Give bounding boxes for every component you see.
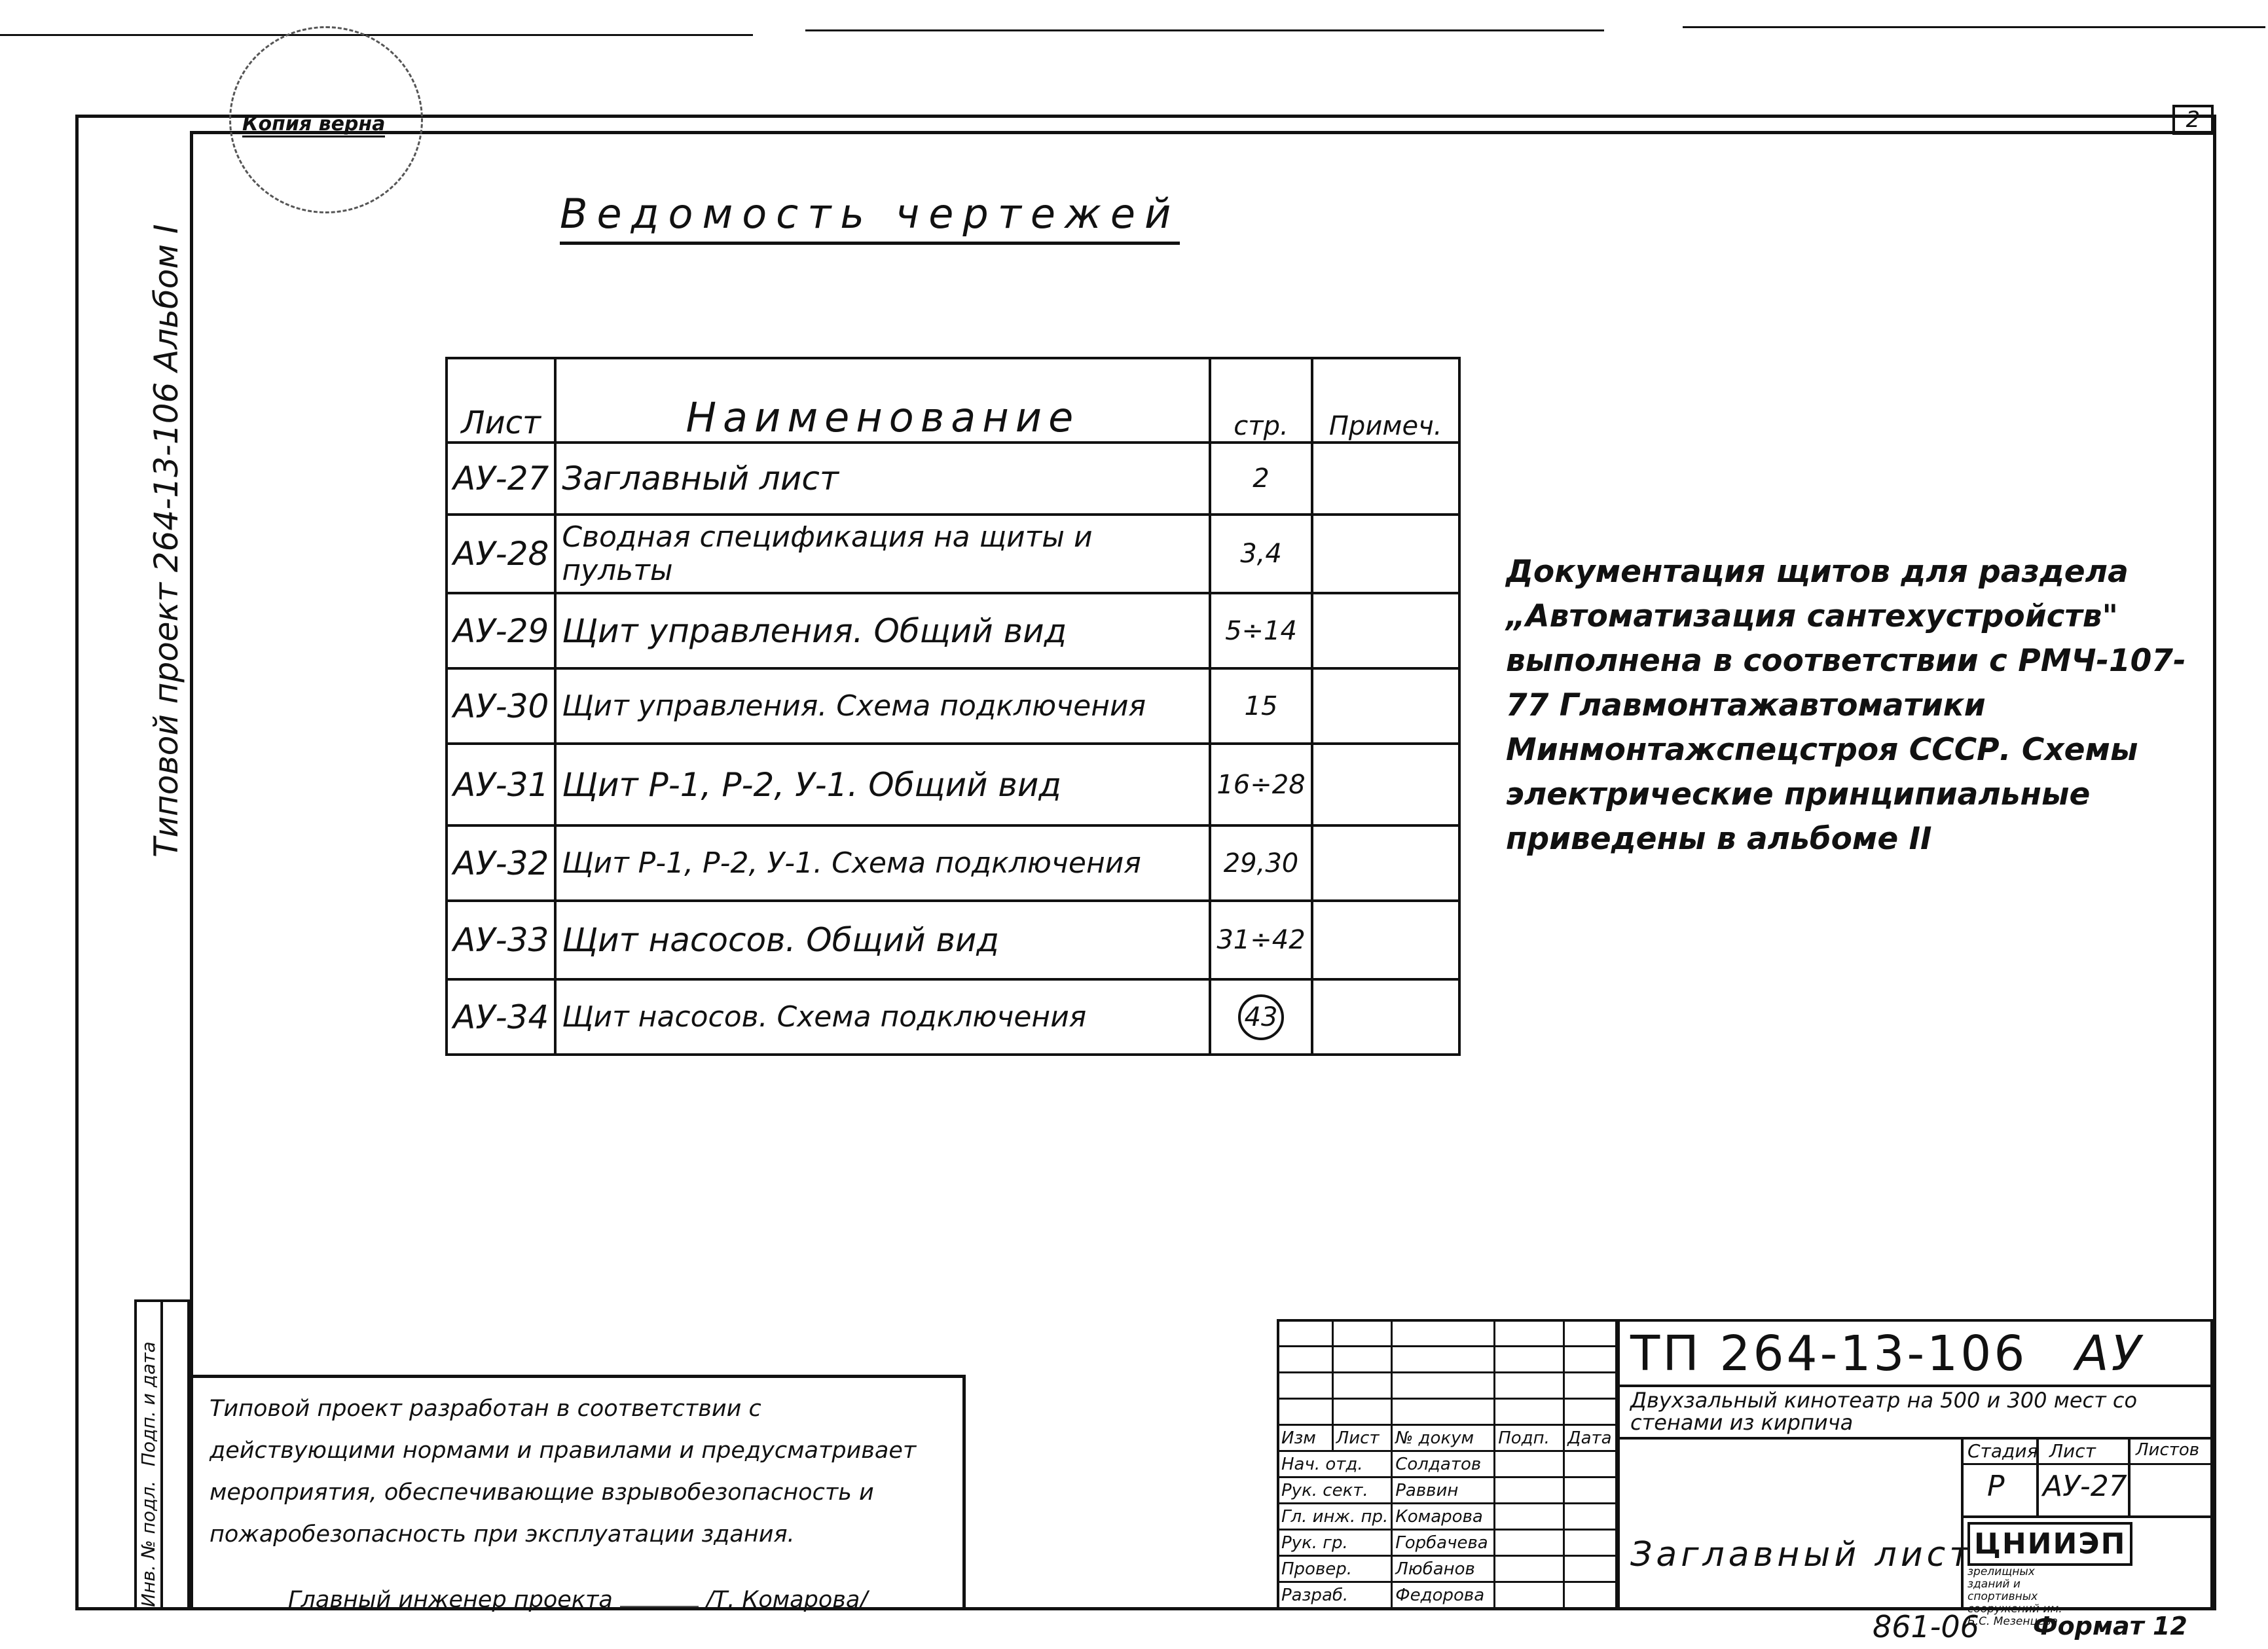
person-row	[1278, 1582, 1617, 1608]
person-name: Горбачева	[1392, 1530, 1495, 1556]
person-role: Гл. инж. пр.	[1278, 1504, 1392, 1530]
row-name: Щит насосов. Схема подключения	[555, 979, 1210, 1055]
row-name: Щит насосов. Общий вид	[555, 901, 1210, 979]
table-header-row	[447, 358, 1459, 443]
document-title: Ведомость чертежей	[560, 190, 1180, 245]
row-sheet: АУ-28	[447, 515, 555, 593]
bottom-note-text: Типовой проект разработан в соответствии с действующими нормами и правилами и предусматривает мероприятия, обеспечивающие взрывобезопасность и пожаробезопасность при эксплуатации здания.	[210, 1396, 917, 1548]
hdr-doc: № докум	[1392, 1425, 1495, 1451]
person-name: Федорова	[1392, 1582, 1495, 1608]
row-page: 15	[1210, 668, 1311, 744]
row-sheet: АУ-32	[447, 825, 555, 901]
person-name: Комарова	[1392, 1504, 1495, 1530]
person-name: Любанов	[1392, 1556, 1495, 1582]
row-note	[1312, 825, 1459, 901]
row-page: 2	[1210, 443, 1311, 515]
drawing-list-table	[445, 357, 1461, 1056]
row-page: 29,30	[1210, 825, 1311, 901]
header-page: стр.	[1210, 358, 1311, 443]
person-row	[1278, 1477, 1617, 1504]
row-name: Щит управления. Общий вид	[555, 593, 1210, 668]
bottom-note-box	[193, 1375, 966, 1613]
object-name: Двухзальный кинотеатр на 500 и 300 мест со стенами из кирпича	[1630, 1388, 2138, 1435]
chief-engineer-label: Главный инженер проекта	[288, 1587, 613, 1613]
person-row	[1278, 1451, 1617, 1477]
row-note	[1312, 979, 1459, 1055]
row-note	[1312, 901, 1459, 979]
row-note	[1312, 668, 1459, 744]
row-name: Сводная спецификация на щиты и пульты	[555, 515, 1210, 593]
person-role: Провер.	[1278, 1556, 1392, 1582]
section-code: АУ	[2076, 1326, 2144, 1382]
table-row	[447, 668, 1459, 744]
chief-engineer-name: /Т. Комарова/	[706, 1587, 868, 1613]
hdr-date: Дата	[1564, 1425, 1617, 1451]
header-note: Примеч.	[1312, 358, 1459, 443]
corner-sheet-number: 2	[2172, 105, 2214, 135]
person-role: Рук. гр.	[1278, 1530, 1392, 1556]
table-row	[447, 515, 1459, 593]
person-name: Солдатов	[1392, 1451, 1495, 1477]
row-note	[1312, 443, 1459, 515]
stage-label: Стадия	[1967, 1440, 2038, 1462]
footer-code: 861-06	[1873, 1609, 1979, 1644]
sheets-label: Листов	[2136, 1440, 2200, 1460]
header-sheet: Лист	[447, 358, 555, 443]
person-row	[1278, 1556, 1617, 1582]
header-name: Наименование	[555, 358, 1210, 443]
person-row	[1278, 1504, 1617, 1530]
org-logo: ЦНИИЭП	[1967, 1522, 2132, 1566]
row-sheet: АУ-33	[447, 901, 555, 979]
table-row	[447, 744, 1459, 825]
row-page: 3,4	[1210, 515, 1311, 593]
stamp-copy-label: Копия верна	[242, 113, 385, 137]
sign-date-label: Подп. и дата	[137, 1341, 159, 1466]
table-row	[447, 825, 1459, 901]
row-page: 16÷28	[1210, 744, 1311, 825]
row-name: Щит управления. Схема подключения	[555, 668, 1210, 744]
inv-number-label: Инв. № подл.	[137, 1480, 159, 1607]
sheet-label: Лист	[2049, 1440, 2096, 1462]
row-page	[1210, 979, 1311, 1055]
title-block-headers	[1278, 1425, 1617, 1451]
chief-engineer-signature	[620, 1606, 699, 1607]
stage-value: Р	[1987, 1470, 2005, 1503]
row-sheet: АУ-29	[447, 593, 555, 668]
hdr-change: Изм	[1278, 1425, 1333, 1451]
row-name: Заглавный лист	[555, 443, 1210, 515]
sheet-value: АУ-27	[2043, 1470, 2127, 1503]
row-name: Щит Р-1, Р-2, У-1. Общий вид	[555, 744, 1210, 825]
row-sheet: АУ-30	[447, 668, 555, 744]
project-code: ТП 264-13-106	[1630, 1326, 2028, 1382]
row-page: 31÷42	[1210, 901, 1311, 979]
row-page: 5÷14	[1210, 593, 1311, 668]
side-project-title: Типовой проект 264-13-106 Альбом I	[147, 224, 185, 858]
hdr-sheet: Лист	[1332, 1425, 1392, 1451]
person-role: Разраб.	[1278, 1582, 1392, 1608]
hdr-sign: Подп.	[1495, 1425, 1564, 1451]
person-row	[1278, 1530, 1617, 1556]
row-sheet: АУ-27	[447, 443, 555, 515]
row-name: Щит Р-1, Р-2, У-1. Схема подключения	[555, 825, 1210, 901]
sheet-title: Заглавный лист	[1630, 1535, 1973, 1574]
table-row	[447, 593, 1459, 668]
table-row	[447, 443, 1459, 515]
row-sheet: АУ-31	[447, 744, 555, 825]
circled-page-number: 43	[1238, 994, 1284, 1040]
row-note	[1312, 515, 1459, 593]
format-label: Формат 12	[2033, 1612, 2187, 1640]
table-row	[447, 979, 1459, 1055]
row-note	[1312, 744, 1459, 825]
documentation-note: Документация щитов для раздела „Автоматизация сантехустройств" выполнена в соответствии с РМЧ-107-77 Главмонтажавтоматики Минмонтажспецстроя СССР. Схемы электрические принципиальные приведены в альбоме II	[1506, 554, 2186, 857]
table-row	[447, 901, 1459, 979]
row-note	[1312, 593, 1459, 668]
person-name: Раввин	[1392, 1477, 1495, 1504]
org-name: зрелищных зданий и спортивных сооружений им. Б.С. Мезенцева	[1967, 1565, 2062, 1628]
row-sheet: АУ-34	[447, 979, 555, 1055]
person-role: Нач. отд.	[1278, 1451, 1392, 1477]
title-block-grid	[1277, 1319, 1617, 1609]
person-role: Рук. сект.	[1278, 1477, 1392, 1504]
